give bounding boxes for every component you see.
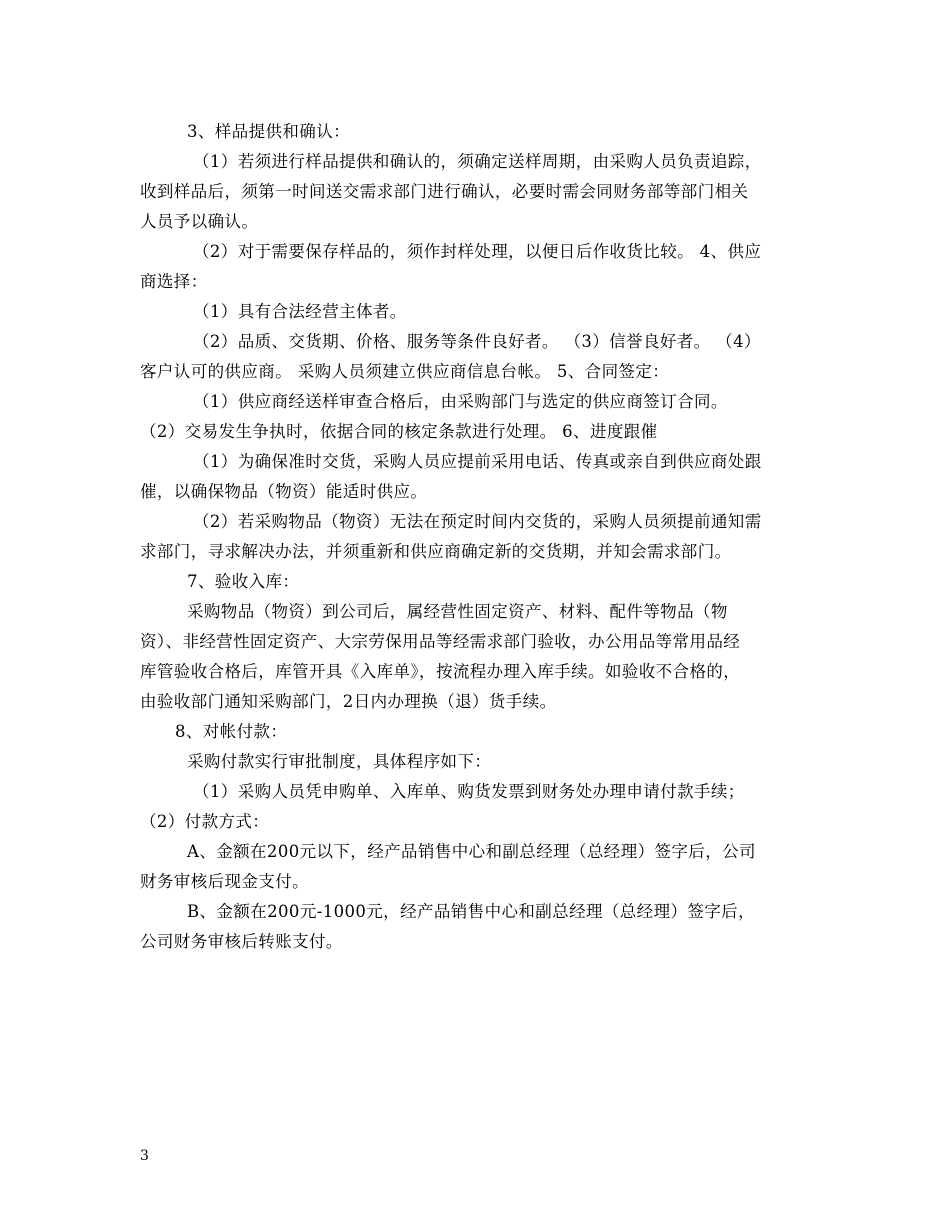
paragraph-line: （1）若须进行样品提供和确认的，须确定送样周期，由采购人员负责追踪， bbox=[193, 152, 762, 171]
paragraph-line: 求部门，寻求解决办法，并须重新和供应商确定新的交货期，并知会需求部门。 bbox=[140, 542, 732, 561]
paragraph-line: （1）具有合法经营主体者。 bbox=[193, 302, 407, 321]
document-body bbox=[140, 117, 812, 957]
paragraph-line: （1）为确保准时交货，采购人员应提前采用电话、传真或亲自到供应商处跟 bbox=[193, 452, 762, 471]
paragraph-line: （2）交易发生争执时，依据合同的核定条款进行处理。 6、进度跟催 bbox=[140, 422, 658, 441]
paragraph-line: A、金额在200元以下，经产品销售中心和副总经理（总经理）签字后，公司 bbox=[187, 842, 756, 861]
page-number: 3 bbox=[140, 1148, 149, 1164]
heading-sample-confirmation: 3、样品提供和确认： bbox=[187, 122, 350, 141]
heading-reconciliation-payment: 8、对帐付款： bbox=[175, 722, 288, 741]
paragraph-line: （1）采购人员凭申购单、入库单、购货发票到财务处办理申请付款手续； bbox=[193, 782, 745, 801]
paragraph-line: 库管验收合格后，库管开具《入库单》，按流程办理入库手续。如验收不合格的， bbox=[140, 662, 741, 681]
heading-receiving-warehousing: 7、验收入库： bbox=[187, 572, 300, 591]
paragraph-line: （2）若采购物品（物资）无法在预定时间内交货的，采购人员须提前通知需 bbox=[193, 512, 762, 531]
paragraph-line: 由验收部门通知采购部门，2日内办理换（退）货手续。 bbox=[140, 692, 557, 711]
paragraph-line: B、金额在200元-1000元，经产品销售中心和副总经理（总经理）签字后， bbox=[187, 902, 755, 921]
paragraph-line: 客户认可的供应商。 采购人员须建立供应商信息台帐。 5、合同签定： bbox=[140, 362, 670, 381]
paragraph-line: 资）、非经营性固定资产、大宗劳保用品等经需求部门验收，办公用品等常用品经 bbox=[140, 632, 741, 651]
paragraph-line: （1）供应商经送样审查合格后，由采购部门与选定的供应商签订合同。 bbox=[193, 392, 728, 411]
paragraph-line: 商选择： bbox=[140, 272, 208, 291]
paragraph-line: （2）付款方式： bbox=[140, 812, 270, 831]
paragraph-line: 人员予以确认。 bbox=[140, 212, 259, 231]
paragraph-line: 收到样品后，须第一时间送交需求部门进行确认，必要时需会同财务部等部门相关 bbox=[140, 182, 749, 201]
paragraph-line: （2）对于需要保存样品的，须作封样处理，以便日后作收货比较。 4、供应 bbox=[193, 242, 762, 261]
paragraph-line: 采购物品（物资）到公司后，属经营性固定资产、材料、配件等物品（物 bbox=[187, 602, 728, 621]
paragraph-line: 催，以确保物品（物资）能适时供应。 bbox=[140, 482, 428, 501]
paragraph-line: 公司财务审核后转账支付。 bbox=[140, 932, 343, 951]
paragraph-line: （2）品质、交货期、价格、服务等条件良好者。 （3）信誉良好者。 （4） bbox=[193, 332, 761, 351]
paragraph-line: 采购付款实行审批制度，具体程序如下： bbox=[187, 752, 492, 771]
paragraph-line: 财务审核后现金支付。 bbox=[140, 872, 309, 891]
